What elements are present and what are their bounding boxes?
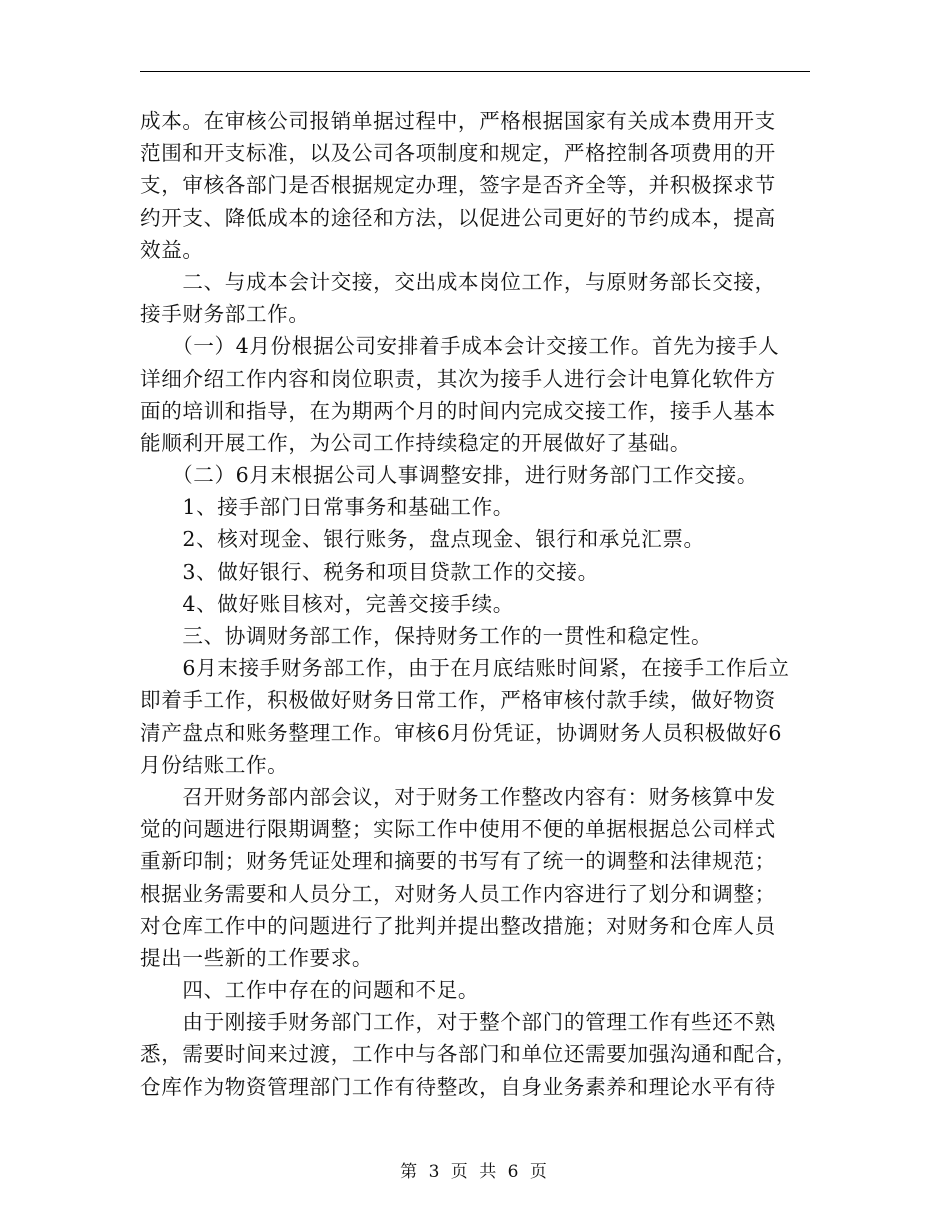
section-heading: 三、协调财务部工作，保持财务工作的一贯性和稳定性。 xyxy=(140,624,713,648)
text-line: 支，审核各部门是否根据规定办理，签字是否齐全等，并积极探求节 xyxy=(140,173,776,198)
text-line: 觉的问题进行限期调整；实际工作中使用不便的单据根据总公司样式 xyxy=(140,817,776,842)
text-line: 成本。在审核公司报销单据过程中，严格根据国家有关成本费用开支 xyxy=(140,109,776,133)
list-item: 4、做好账目核对，完善交接手续。 xyxy=(140,591,514,616)
text-line: 能顺利开展工作，为公司工作持续稳定的开展做好了基础。 xyxy=(140,430,692,455)
text-line: 根据业务需要和人员分工，对财务人员工作内容进行了划分和调整； xyxy=(140,881,776,906)
text-line: 清产盘点和账务整理工作。审核6月份凭证，协调财务人员积极做好6 xyxy=(140,720,783,745)
section-heading: 二、与成本会计交接，交出成本岗位工作，与原财务部长交接， xyxy=(140,269,776,294)
text-line: 6月末接手财务部工作，由于在月底结账时间紧，在接手工作后立 xyxy=(140,656,790,681)
text-line: 面的培训和指导，在为期两个月的时间内完成交接工作，接手人基本 xyxy=(140,398,776,423)
text-line: 悉，需要时间来过渡，工作中与各部门和单位还需要加强沟通和配合， xyxy=(140,1042,798,1067)
section-heading: 四、工作中存在的问题和不足。 xyxy=(140,978,480,1003)
text-line: 仓库作为物资管理部门工作有待整改，自身业务素养和理论水平有待 xyxy=(140,1074,776,1099)
text-line: 约开支、降低成本的途径和方法，以促进公司更好的节约成本，提高 xyxy=(140,205,776,230)
text-line: 范围和开支标准，以及公司各项制度和规定，严格控制各项费用的开 xyxy=(140,141,776,166)
list-item: 1、接手部门日常事务和基础工作。 xyxy=(140,495,514,520)
text-line: （二）6月末根据公司人事调整安排，进行财务部门工作交接。 xyxy=(140,463,759,488)
text-line: 由于刚接手财务部门工作，对于整个部门的管理工作有些还不熟 xyxy=(140,1010,776,1035)
text-line: 效益。 xyxy=(140,237,204,262)
header-rule xyxy=(140,71,810,72)
text-line: 重新印制；财务凭证处理和摘要的书写有了统一的调整和法律规范； xyxy=(140,849,776,874)
text-line: 对仓库工作中的问题进行了批判并提出整改措施；对财务和仓库人员 xyxy=(140,913,776,938)
text-line: （一）4月份根据公司安排着手成本会计交接工作。首先为接手人 xyxy=(140,334,780,359)
text-line: 提出一些新的工作要求。 xyxy=(140,945,374,970)
text-line: 接手财务部工作。 xyxy=(140,302,310,327)
page-number-footer: 第 3 页 共 6 页 xyxy=(400,1162,550,1182)
text-line: 召开财务部内部会议，对于财务工作整改内容有：财务核算中发 xyxy=(140,784,776,809)
text-line: 即着手工作，积极做好财务日常工作，严格审核付款手续，做好物资 xyxy=(140,688,776,713)
text-line: 详细介绍工作内容和岗位职责，其次为接手人进行会计电算化软件方 xyxy=(140,366,776,391)
list-item: 3、做好银行、税务和项目贷款工作的交接。 xyxy=(140,559,599,584)
text-line: 月份结账工作。 xyxy=(140,752,289,777)
list-item: 2、核对现金、银行账务，盘点现金、银行和承兑汇票。 xyxy=(140,527,705,552)
document-body xyxy=(140,105,814,1103)
